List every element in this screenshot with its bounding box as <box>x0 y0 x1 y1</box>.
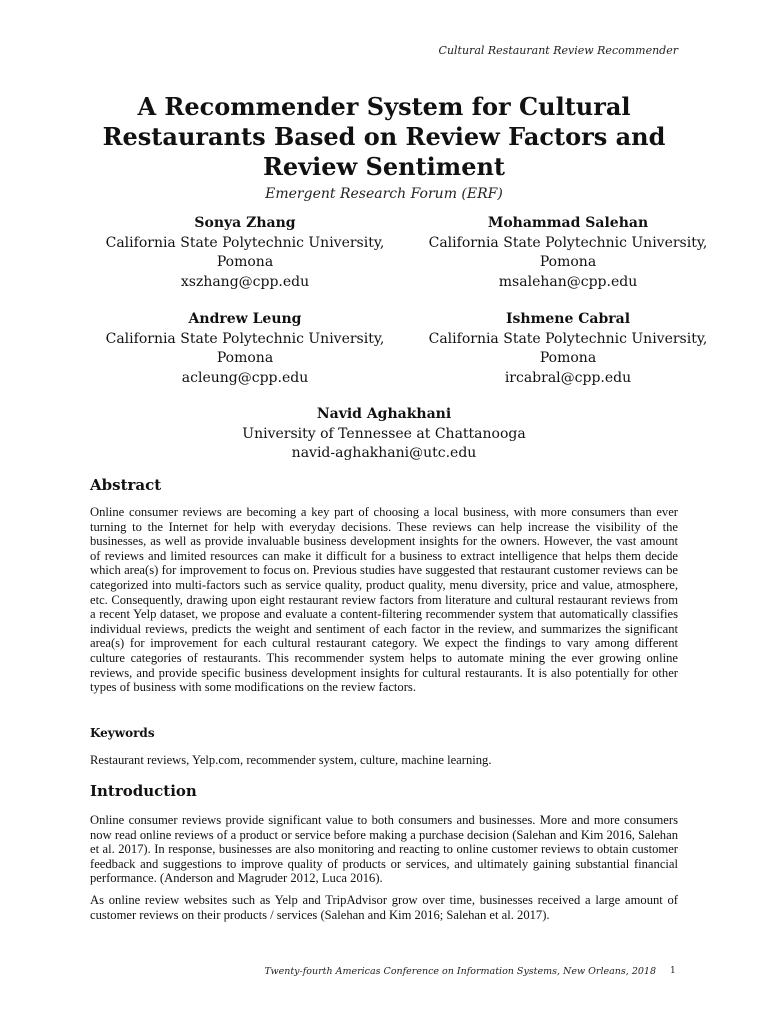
author-affiliation: Pomona <box>539 254 597 270</box>
author-block <box>90 310 400 388</box>
author-name: Andrew Leung <box>188 311 302 327</box>
author-email: navid-aghakhani@utc.edu <box>291 445 477 461</box>
author-affiliation: Pomona <box>539 350 597 366</box>
author-affiliation: Pomona <box>216 254 274 270</box>
author-affiliation: University of Tennessee at Chattanooga <box>242 425 526 442</box>
keywords-heading: Keywords <box>90 726 155 740</box>
author-affiliation: California State Polytechnic University, <box>105 330 385 347</box>
author-block <box>229 405 539 464</box>
author-name: Navid Aghakhani <box>316 406 452 422</box>
author-name: Sonya Zhang <box>194 215 296 231</box>
author-affiliation: California State Polytechnic University, <box>105 234 385 251</box>
author-block <box>413 310 723 388</box>
footer-venue: Twenty-fourth Americas Conference on Information Systems, New Orleans, 2018 <box>264 966 656 977</box>
introduction-paragraph: As online review websites such as Yelp and TripAdvisor grow over time, businesses received a large amount of customer reviews on their products / services (Salehan and Kim 2016; Salehan et al. 2017). <box>90 893 678 922</box>
author-block <box>90 214 400 292</box>
abstract-text: Online consumer reviews are becoming a key part of choosing a local business, with more consumers than ever turning to the Internet for help with everyday decisions. These reviews can help increase the visibility of the businesses, as well as provide invaluable business development insights for the owners. However, the vast amount of reviews and limited resources can make it difficult for a business to extract intelligence that helps them decide which area(s) for improvement to focus on. Previous studies have suggested that restaurant customer reviews can be categorized into multi-factors such as service quality, product quality, menu diversity, price and value, atmosphere, etc. Consequently, drawing upon eight restaurant review factors from literature and cultural restaurant reviews from a recent Yelp dataset, we propose and evaluate a content-filtering recommender system that automatically classifies individual reviews, predicts the weight and sentiment of each factor in the review, and summarizes the significant area(s) for improvement for each cultural restaurant category. We expect the findings to vary among different culture categories of restaurants. This recommender system helps to automate mining the ever growing online reviews, and provide specific business development insights for cultural restaurants. It is also potentially for other types of business with some modifications on the review factors. <box>90 505 678 695</box>
author-email: acleung@cpp.edu <box>181 369 309 386</box>
keywords-text: Restaurant reviews, Yelp.com, recommender system, culture, machine learning. <box>90 753 492 767</box>
author-name: Mohammad Salehan <box>487 215 649 231</box>
author-affiliation: Pomona <box>216 350 274 366</box>
author-name: Ishmene Cabral <box>505 311 631 327</box>
running-header: Cultural Restaurant Review Recommender <box>438 44 678 57</box>
paper-title: A Recommender System for Cultural Restaurants Based on Review Factors and Review Sentiment <box>102 92 666 181</box>
author-email: msalehan@cpp.edu <box>498 273 638 290</box>
author-email: xszhang@cpp.edu <box>180 273 310 290</box>
page-number: 1 <box>670 966 676 976</box>
author-block <box>413 214 723 292</box>
introduction-paragraph: Online consumer reviews provide significant value to both consumers and businesses. More and more consumers now read online reviews of a product or service before making a purchase decision (Salehan and Kim 2016, Salehan et al. 2017). In response, businesses are also monitoring and reacting to online customer reviews to obtain customer feedback and suggestions to improve quality of products or services, and ultimately gaining substantial financial performance. (Anderson and Magruder 2012, Luca 2016). <box>90 813 678 886</box>
author-email: ircabral@cpp.edu <box>504 369 632 386</box>
abstract-heading: Abstract <box>90 476 162 494</box>
author-affiliation: California State Polytechnic University, <box>428 234 708 251</box>
introduction-heading: Introduction <box>90 782 197 800</box>
author-affiliation: California State Polytechnic University, <box>428 330 708 347</box>
paper-subtitle: Emergent Research Forum (ERF) <box>265 186 503 202</box>
